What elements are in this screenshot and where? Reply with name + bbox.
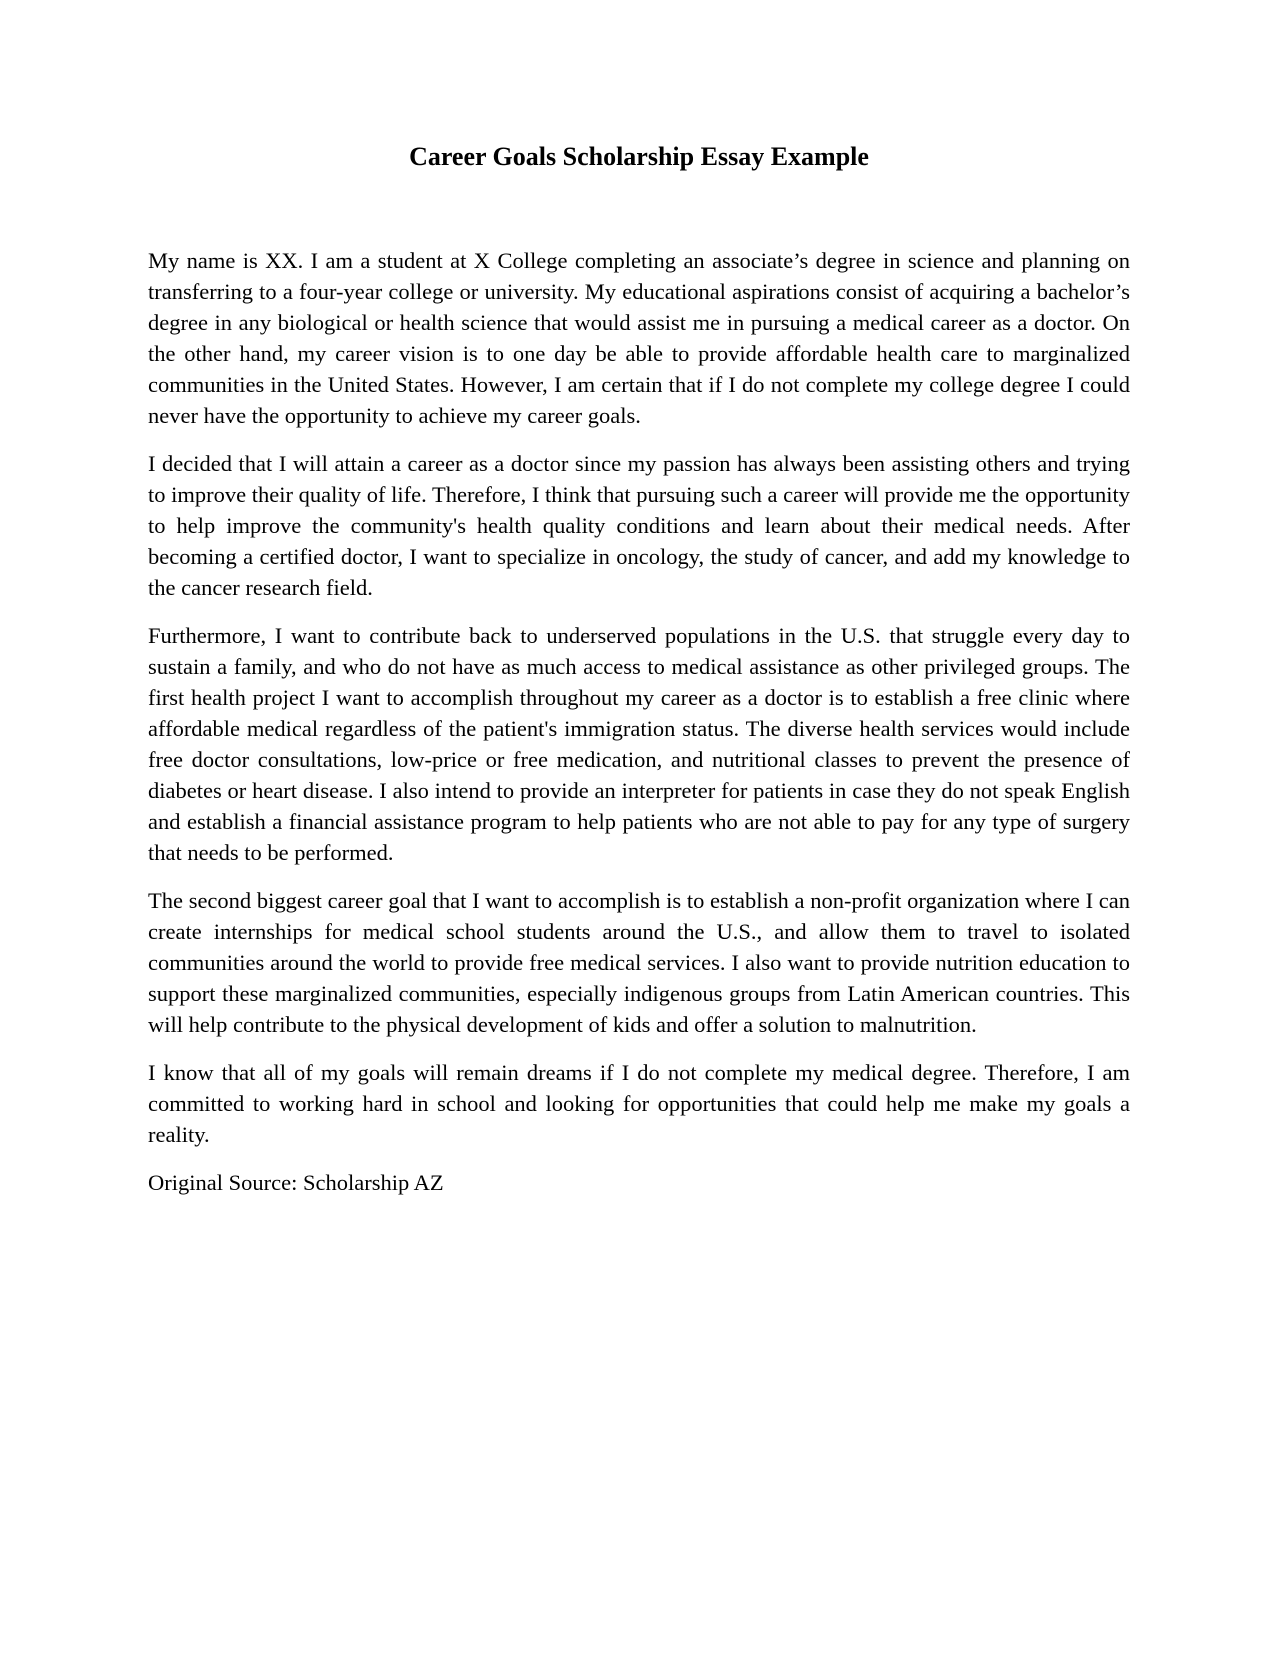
essay-title: Career Goals Scholarship Essay Example: [409, 142, 869, 171]
essay-paragraph-5: I know that all of my goals will remain dreams if I do not complete my medical degree. Therefore, I am committed to working hard in school and looking for opportunities that could help me make my goals a reality.: [148, 1060, 1130, 1148]
essay-paragraph-2: I decided that I will attain a career as a doctor since my passion has always been assisting others and trying to improve their quality of life. Therefore, I think that pursuing such a career will provide me the opportunity to help improve the community's health quality conditions and learn about their medical needs. After becoming a certified doctor, I want to specialize in oncology, the study of cancer, and add my knowledge to the cancer research field.: [148, 451, 1130, 601]
source-line: Original Source: Scholarship AZ: [148, 1170, 444, 1196]
essay-paragraph-4: The second biggest career goal that I want to accomplish is to establish a non-profit organization where I can create internships for medical school students around the U.S., and allow them to travel to isolated communities around the world to provide free medical services. I also want to provide nutrition education to support these marginalized communities, especially indigenous groups from Latin American countries. This will help contribute to the physical development of kids and offer a solution to malnutrition.: [148, 888, 1130, 1038]
essay-paragraph-3: Furthermore, I want to contribute back to underserved populations in the U.S. that struggle every day to sustain a family, and who do not have as much access to medical assistance as other privileged groups. The first health project I want to accomplish throughout my career as a doctor is to establish a free clinic where affordable medical regardless of the patient's immigration status. The diverse health services would include free doctor consultations, low-price or free medication, and nutritional classes to prevent the presence of diabetes or heart disease. I also intend to provide an interpreter for patients in case they do not speak English and establish a financial assistance program to help patients who are not able to pay for any type of surgery that needs to be performed.: [148, 623, 1130, 866]
essay-paragraph-1: My name is XX. I am a student at X College completing an associate’s degree in science and planning on transferring to a four-year college or university. My educational aspirations consist of acquiring a bachelor’s degree in any biological or health science that would assist me in pursuing a medical career as a doctor. On the other hand, my career vision is to one day be able to provide affordable health care to marginalized communities in the United States. However, I am certain that if I do not complete my college degree I could never have the opportunity to achieve my career goals.: [148, 248, 1130, 429]
essay-content: [148, 141, 1130, 1198]
